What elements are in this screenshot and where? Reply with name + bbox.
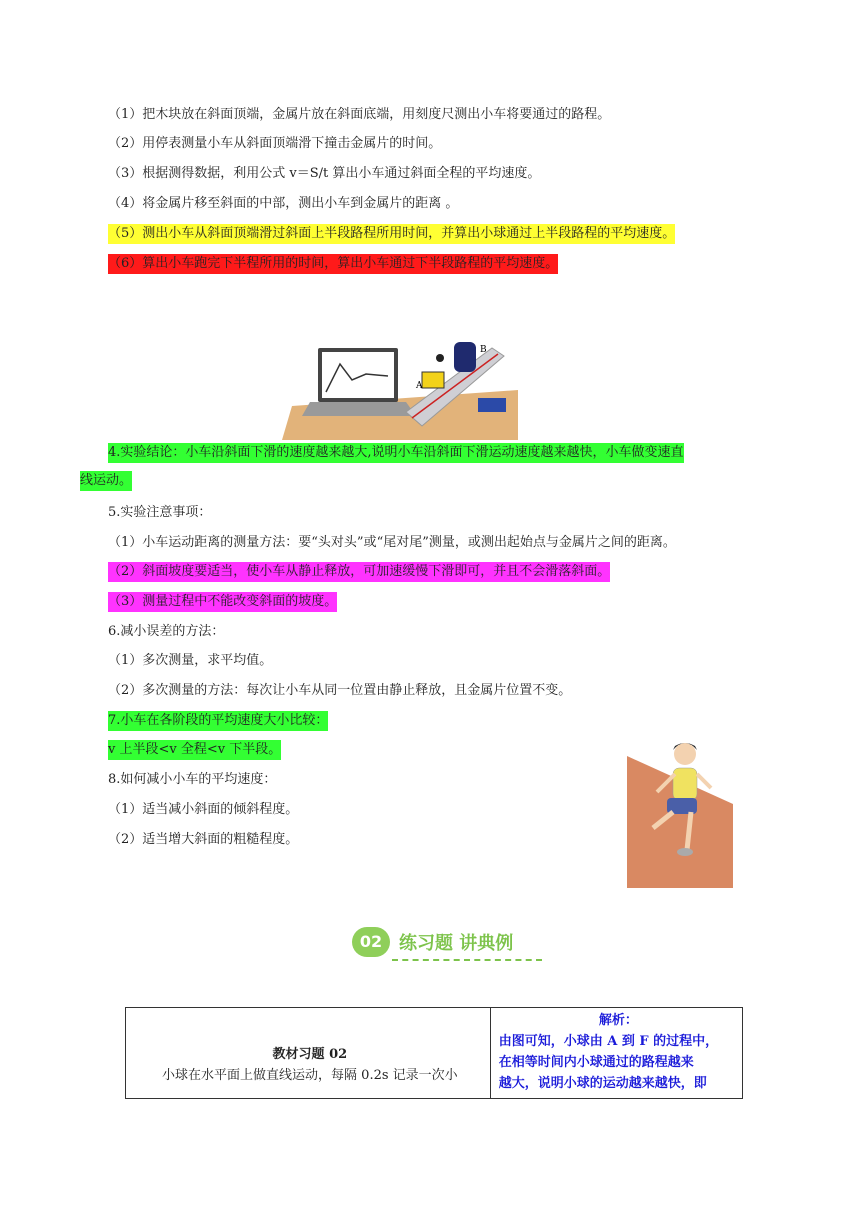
step-6-highlighted: （6）算出小车跑完下半程所用的时间，算出小车通过下半段路程的平均速度。 [108,254,558,274]
reduce-item-1: （1）适当减小斜面的倾斜程度。 [108,802,299,817]
exercise-title: 教材习题 02 [272,1047,348,1062]
data-logger [478,398,506,412]
notes-item-1: （1）小车运动距离的测量方法：要“头对头”或“尾对尾”测量，或测出起始点与金属片之间的距离。 [108,535,676,550]
exercise-table [125,1007,743,1099]
label-a: A [416,381,423,391]
cart [422,372,444,388]
error-title: 6.减小误差的方法： [108,624,225,639]
reduce-title: 8.如何减小小车的平均速度： [108,772,277,787]
table-row [126,1008,743,1099]
analysis-line: 在相等时间内小球通过的路程越来 [498,1055,694,1070]
section-title: 练习题 讲典例 [399,933,514,954]
analysis-title: 解析： [598,1013,638,1028]
runner-head [674,743,696,765]
apparatus-figure [282,334,518,440]
analysis-line: 由图可知，小球由 A 到 F 的过程中， [498,1034,719,1049]
label-b: B [480,345,487,355]
exercise-cell [126,1008,491,1099]
motion-sensor [454,342,476,372]
notes-item-2-highlighted: （2）斜面坡度要适当，使小车从静止释放，可加速缓慢下滑即可，并且不会滑落斜面。 [108,562,610,582]
reduce-item-2: （2）适当增大斜面的粗糙程度。 [108,832,299,847]
step-2: （2）用停表测量小车从斜面顶端滑下撞击金属片的时间。 [108,136,442,151]
conclusion-line-2: 线运动。 [80,471,132,491]
notes-title: 5.实验注意事项： [108,505,212,520]
runner-shirt [673,768,697,800]
compare-title-highlighted: 7.小车在各阶段的平均速度大小比较： [108,711,328,731]
section-heading [352,925,552,969]
section-underline [392,959,542,961]
error-item-1: （1）多次测量，求平均值。 [108,653,273,668]
conclusion-line-1: 4.实验结论：小车沿斜面下滑的速度越来越大,说明小车沿斜面下滑运动速度越来越快，小车做变速直 [108,443,684,463]
notes-item-3-highlighted: （3）测量过程中不能改变斜面的坡度。 [108,592,337,612]
step-1: （1）把木块放在斜面顶端，金属片放在斜面底端，用刻度尺测出小车将要通过的路程。 [108,107,611,122]
runner-right-arm [697,774,711,788]
runner-shoe [677,848,693,856]
section-number-badge: 02 [352,927,390,957]
sensor [436,354,444,362]
step-4: （4）将金属片移至斜面的中部，测出小车到金属片的距离 。 [108,196,459,211]
runner-figure [627,740,735,888]
compare-result-highlighted: v 上半段<v 全程<v 下半段。 [108,740,281,760]
error-item-2: （2）多次测量的方法：每次让小车从同一位置由静止释放，且金属片位置不变。 [108,683,572,698]
laptop-keyboard [302,402,416,416]
step-3: （3）根据测得数据，利用公式 v＝S/t 算出小车通过斜面全程的平均速度。 [108,166,541,181]
analysis-line: 越大，说明小球的运动越来越快，即 [498,1076,707,1091]
analysis-cell [490,1008,742,1099]
step-5-highlighted: （5）测出小车从斜面顶端滑过斜面上半段路程所用时间，并算出小球通过上半段路程的平均速度。 [108,224,675,244]
exercise-text: 小球在水平面上做直线运动，每隔 0.2s 记录一次小 [162,1068,458,1083]
